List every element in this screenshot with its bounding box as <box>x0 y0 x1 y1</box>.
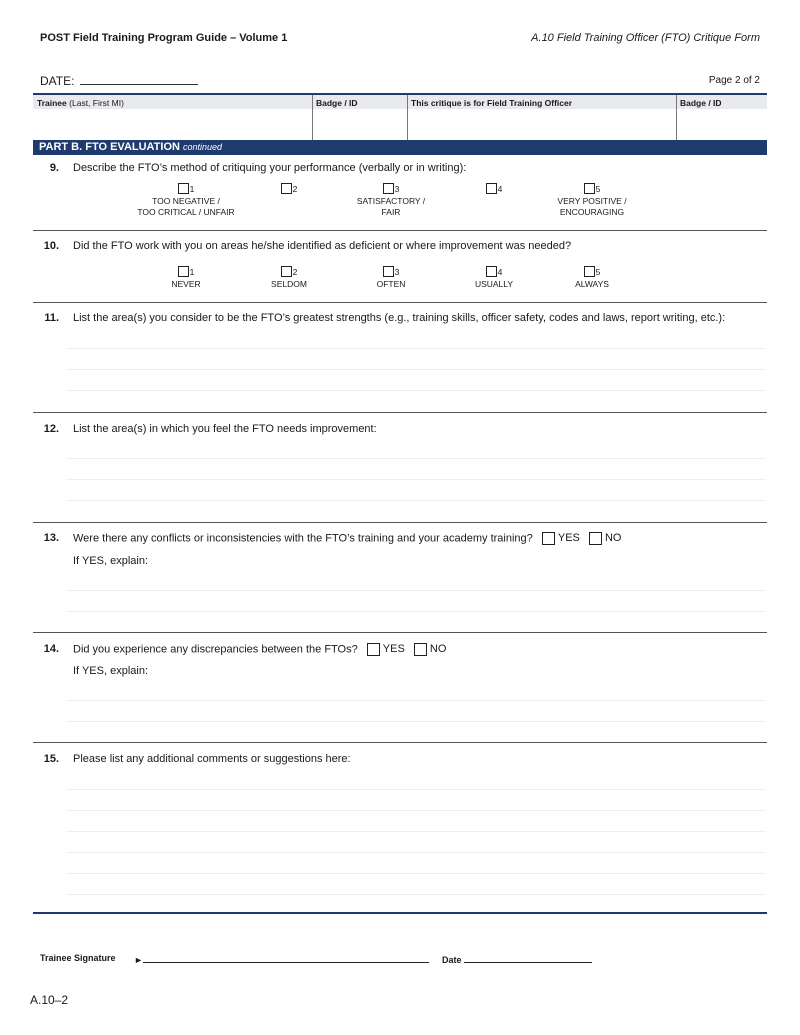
date-field[interactable] <box>40 73 198 88</box>
divider <box>33 302 767 303</box>
checkbox[interactable] <box>486 266 497 277</box>
question-number: 12. <box>43 423 59 435</box>
answer-line[interactable] <box>66 700 766 701</box>
document-header-title: POST Field Training Program Guide – Volume 1 <box>40 32 288 44</box>
signature-field[interactable] <box>134 953 429 965</box>
checkbox[interactable] <box>178 183 189 194</box>
q10-option-5[interactable]: 5 ALWAYS <box>575 266 609 290</box>
fto-badge-header: Badge / ID <box>680 98 722 108</box>
answer-line[interactable] <box>66 590 766 591</box>
answer-line[interactable] <box>66 500 766 501</box>
divider <box>33 230 767 231</box>
explain-label: If YES, explain: <box>73 665 149 677</box>
section-header-part-b: PART B. FTO EVALUATION continued <box>33 140 767 155</box>
question-11-text: List the area(s) you consider to be the FTO’s greatest strengths (e.g., training skills, officer safety, codes and laws, report writing, etc.): <box>73 312 726 324</box>
q14-no-option[interactable]: NO <box>408 643 447 655</box>
date-label: DATE: <box>40 74 75 88</box>
fto-name-header: This critique is for Field Training Officer <box>411 98 573 108</box>
answer-line[interactable] <box>66 369 766 370</box>
q10-option-3[interactable]: 3 OFTEN <box>376 266 406 290</box>
question-number: 11. <box>44 312 59 324</box>
checkbox[interactable] <box>414 643 427 656</box>
question-number: 15. <box>43 753 59 765</box>
section-end-rule <box>33 912 767 914</box>
answer-line[interactable] <box>66 479 766 480</box>
checkbox[interactable] <box>486 183 497 194</box>
checkbox[interactable] <box>383 266 394 277</box>
answer-line[interactable] <box>66 348 766 349</box>
checkbox[interactable] <box>584 183 595 194</box>
q13-yes-option[interactable]: YES <box>536 532 580 544</box>
answer-line[interactable] <box>66 458 766 459</box>
answer-line[interactable] <box>66 810 766 811</box>
page-indicator: Page 2 of 2 <box>708 75 760 86</box>
signature-line[interactable] <box>143 953 429 963</box>
q10-option-1[interactable]: 1 NEVER <box>171 266 201 290</box>
question-10-text: Did the FTO work with you on areas he/she identified as deficient or where improvement was needed? <box>73 240 572 252</box>
q9-option-4[interactable]: 4 <box>439 183 549 194</box>
question-12-text: List the area(s) in which you feel the FTO needs improvement: <box>73 423 377 435</box>
answer-line[interactable] <box>66 831 766 832</box>
table-divider <box>312 95 313 141</box>
checkbox[interactable] <box>178 266 189 277</box>
answer-line[interactable] <box>66 873 766 874</box>
checkbox[interactable] <box>281 183 292 194</box>
divider <box>33 522 767 523</box>
arrow-icon: ► <box>134 955 143 965</box>
question-15-text: Please list any additional comments or suggestions here: <box>73 753 351 765</box>
q10-option-2[interactable]: 2 SELDOM <box>271 266 307 290</box>
explain-label: If YES, explain: <box>73 555 149 567</box>
divider <box>33 742 767 743</box>
form-title: A.10 Field Training Officer (FTO) Critique Form <box>531 32 760 44</box>
answer-line[interactable] <box>66 611 766 612</box>
page-footer: A.10–2 <box>30 993 69 1007</box>
q14-yes-option[interactable]: YES <box>361 643 405 655</box>
checkbox[interactable] <box>383 183 394 194</box>
answer-line[interactable] <box>66 390 766 391</box>
checkbox[interactable] <box>281 266 292 277</box>
answer-line[interactable] <box>66 894 766 895</box>
question-number: 13. <box>43 532 59 544</box>
checkbox[interactable] <box>542 532 555 545</box>
checkbox[interactable] <box>367 643 380 656</box>
question-number: 10. <box>43 240 59 252</box>
divider <box>33 412 767 413</box>
answer-line[interactable] <box>66 852 766 853</box>
question-number: 9. <box>49 162 59 174</box>
signature-label: Trainee Signature <box>40 953 116 963</box>
question-13-text: Were there any conflicts or inconsistencies with the FTO’s training and your academy training? YES NO <box>73 532 622 545</box>
table-divider <box>676 95 677 141</box>
question-14-text: Did you experience any discrepancies between the FTOs? YES NO <box>73 643 447 656</box>
identification-table <box>33 93 767 142</box>
q9-option-2[interactable]: 2 <box>234 183 344 194</box>
date-signature-label: Date <box>442 955 462 965</box>
answer-line[interactable] <box>66 789 766 790</box>
divider <box>33 632 767 633</box>
checkbox[interactable] <box>589 532 602 545</box>
q10-option-4[interactable]: 4 USUALLY <box>474 266 514 290</box>
q9-option-5[interactable]: 5 VERY POSITIVE / ENCOURAGING <box>557 183 627 218</box>
q13-no-option[interactable]: NO <box>583 532 622 544</box>
q9-option-1[interactable]: 1 TOO NEGATIVE / TOO CRITICAL / UNFAIR <box>137 183 235 218</box>
q9-option-3[interactable]: 3 SATISFACTORY / FAIR <box>356 183 426 218</box>
date-signature-line[interactable] <box>464 953 592 963</box>
trainee-badge-header: Badge / ID <box>316 98 358 108</box>
question-9-text: Describe the FTO’s method of critiquing your performance (verbally or in writing): <box>73 162 467 174</box>
date-signature-field[interactable] <box>442 953 592 965</box>
answer-line[interactable] <box>66 721 766 722</box>
table-divider <box>407 95 408 141</box>
question-number: 14. <box>43 643 59 655</box>
trainee-name-header: Trainee (Last, First MI) <box>37 98 124 108</box>
checkbox[interactable] <box>584 266 595 277</box>
date-line[interactable] <box>80 73 198 85</box>
identification-table-header <box>33 95 767 109</box>
